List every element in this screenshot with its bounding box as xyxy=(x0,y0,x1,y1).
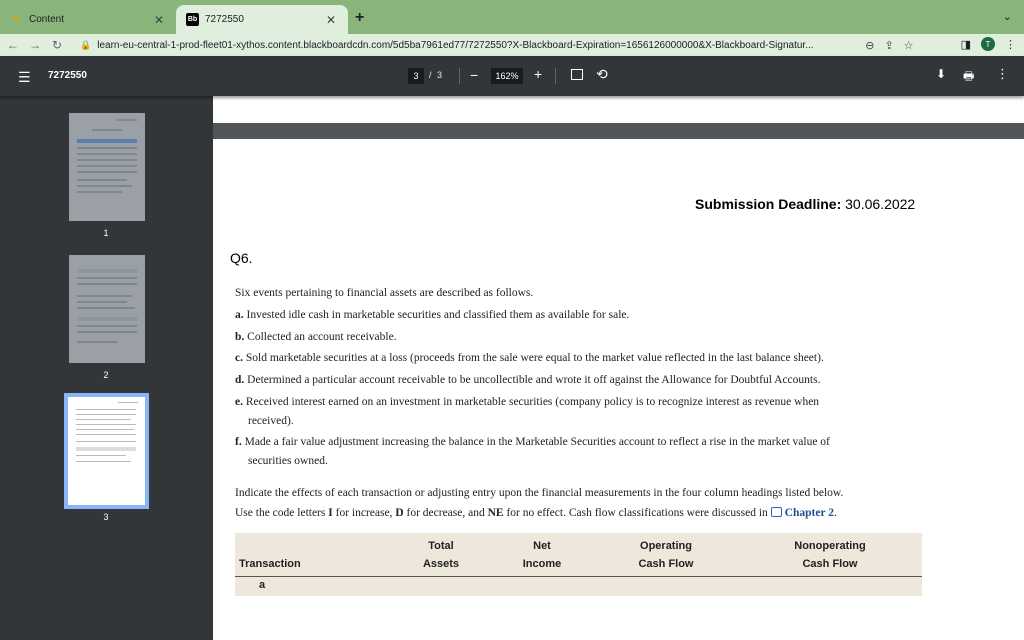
tab-title: Content xyxy=(29,14,65,25)
print-icon[interactable]: 🖶 xyxy=(963,69,975,83)
chevron-down-icon[interactable]: ⌄ xyxy=(1002,11,1012,23)
forward-icon[interactable]: → xyxy=(29,38,41,52)
page-thumbnail-3[interactable] xyxy=(64,393,149,509)
close-icon[interactable]: ✕ xyxy=(153,12,165,27)
table-header-operating-cash-flow: Operating Cash Flow xyxy=(638,540,694,570)
back-icon[interactable]: ← xyxy=(7,38,19,52)
more-icon[interactable]: ⋮ xyxy=(996,66,1009,81)
fit-page-icon[interactable] xyxy=(571,69,583,80)
profile-avatar[interactable]: T xyxy=(981,37,995,51)
pdf-toolbar xyxy=(0,56,1024,96)
reload-icon[interactable]: ↻ xyxy=(51,38,63,52)
submission-deadline: Submission Deadline: 30.06.2022 xyxy=(695,196,916,212)
rotate-icon[interactable]: ⟲ xyxy=(596,66,608,82)
table-header-transaction: Transaction xyxy=(239,558,301,570)
share-icon[interactable]: ⇪ xyxy=(884,39,894,52)
instructions-paragraph: Indicate the effects of each transaction or adjusting entry upon the financial measurements in the four column headings listed below. Use the code letters I for increase, D for decrease, and NE for no effect. Cash flow classifications were discussed in Chapter 2. xyxy=(235,487,844,519)
address-bar[interactable] xyxy=(80,35,950,55)
page-thumbnail-1[interactable] xyxy=(69,113,145,221)
zoom-level-input[interactable]: 162% xyxy=(491,68,523,84)
event-item-d: d. Determined a particular account receivable to be uncollectible and wrote it off against the Allowance for Doubtful Accounts. xyxy=(235,374,821,386)
question-intro: Six events pertaining to financial assets are described as follows. xyxy=(235,287,534,299)
question-number: Q6. xyxy=(230,250,253,266)
table-header-nonoperating-cash-flow: Nonoperating Cash Flow xyxy=(794,540,866,570)
star-icon[interactable]: ☆ xyxy=(903,39,914,52)
pencil-icon: ✎ xyxy=(11,12,22,27)
toolbar-divider xyxy=(555,68,556,84)
page-thumbnail-2[interactable] xyxy=(69,255,145,363)
external-link-icon[interactable] xyxy=(771,507,782,517)
lock-icon[interactable]: 🔒 xyxy=(80,39,92,50)
table-header-net-income: Net Income xyxy=(522,540,562,570)
zoom-icon[interactable]: ⊖ xyxy=(865,39,875,52)
table-divider xyxy=(235,576,922,577)
page-separator: / xyxy=(429,70,432,80)
document-title: 7272550 xyxy=(48,70,87,81)
browser-tab-document[interactable] xyxy=(176,5,348,34)
event-item-a: a. Invested idle cash in marketable securities and classified them as available for sale. xyxy=(235,309,630,321)
menu-icon[interactable]: ☰ xyxy=(18,69,31,85)
browser-tab-strip xyxy=(0,0,1024,34)
more-icon[interactable]: ⋮ xyxy=(1005,38,1016,51)
side-panel-icon[interactable]: ◨ xyxy=(960,38,971,51)
table-header-total-assets: Total Assets xyxy=(422,540,460,570)
download-icon[interactable]: ⬇ xyxy=(936,67,947,81)
browser-tab-content[interactable] xyxy=(0,5,176,34)
url-text[interactable]: learn-eu-central-1-prod-fleet01-xythos.content.blackboardcdn.com/5d5ba7961ed77/7272550?X-Blackboard-Expiration=1656126000000&X-Blackboard-Signatur... xyxy=(97,39,814,51)
table-row-label: a xyxy=(259,579,266,591)
chapter-link[interactable]: Chapter 2 xyxy=(784,507,834,519)
effects-table xyxy=(235,533,922,596)
page-number-input[interactable]: 3 xyxy=(408,68,424,84)
bb-icon: Bb xyxy=(186,13,199,26)
thumbnail-sidebar xyxy=(0,96,213,640)
event-item-e: e. Received interest earned on an investment in marketable securities (company policy is to recognize interest as revenue when received). xyxy=(235,396,820,427)
pdf-page-3 xyxy=(213,139,1024,640)
close-icon[interactable]: ✕ xyxy=(325,12,337,27)
thumbnail-label: 2 xyxy=(103,370,109,380)
tab-title: 7272550 xyxy=(205,14,244,25)
page-total: 3 xyxy=(437,70,443,80)
new-tab-icon[interactable]: + xyxy=(355,9,365,26)
thumbnail-label: 1 xyxy=(103,228,109,238)
previous-page-bottom xyxy=(213,96,1024,123)
thumbnail-label: 3 xyxy=(103,512,109,522)
browser-toolbar xyxy=(0,34,1024,56)
zoom-out-icon[interactable]: − xyxy=(470,67,479,83)
event-item-b: b. Collected an account receivable. xyxy=(235,331,397,343)
pdf-viewport[interactable] xyxy=(213,96,1024,640)
toolbar-divider xyxy=(459,68,460,84)
zoom-in-icon[interactable]: + xyxy=(534,66,543,82)
event-item-f: f. Made a fair value adjustment increasing the balance in the Marketable Securities account to reflect a rise in the market value of securities owned. xyxy=(235,436,830,467)
event-item-c: c. Sold marketable securities at a loss (proceeds from the sale were equal to the market value reflected in the last balance sheet). xyxy=(235,352,824,364)
